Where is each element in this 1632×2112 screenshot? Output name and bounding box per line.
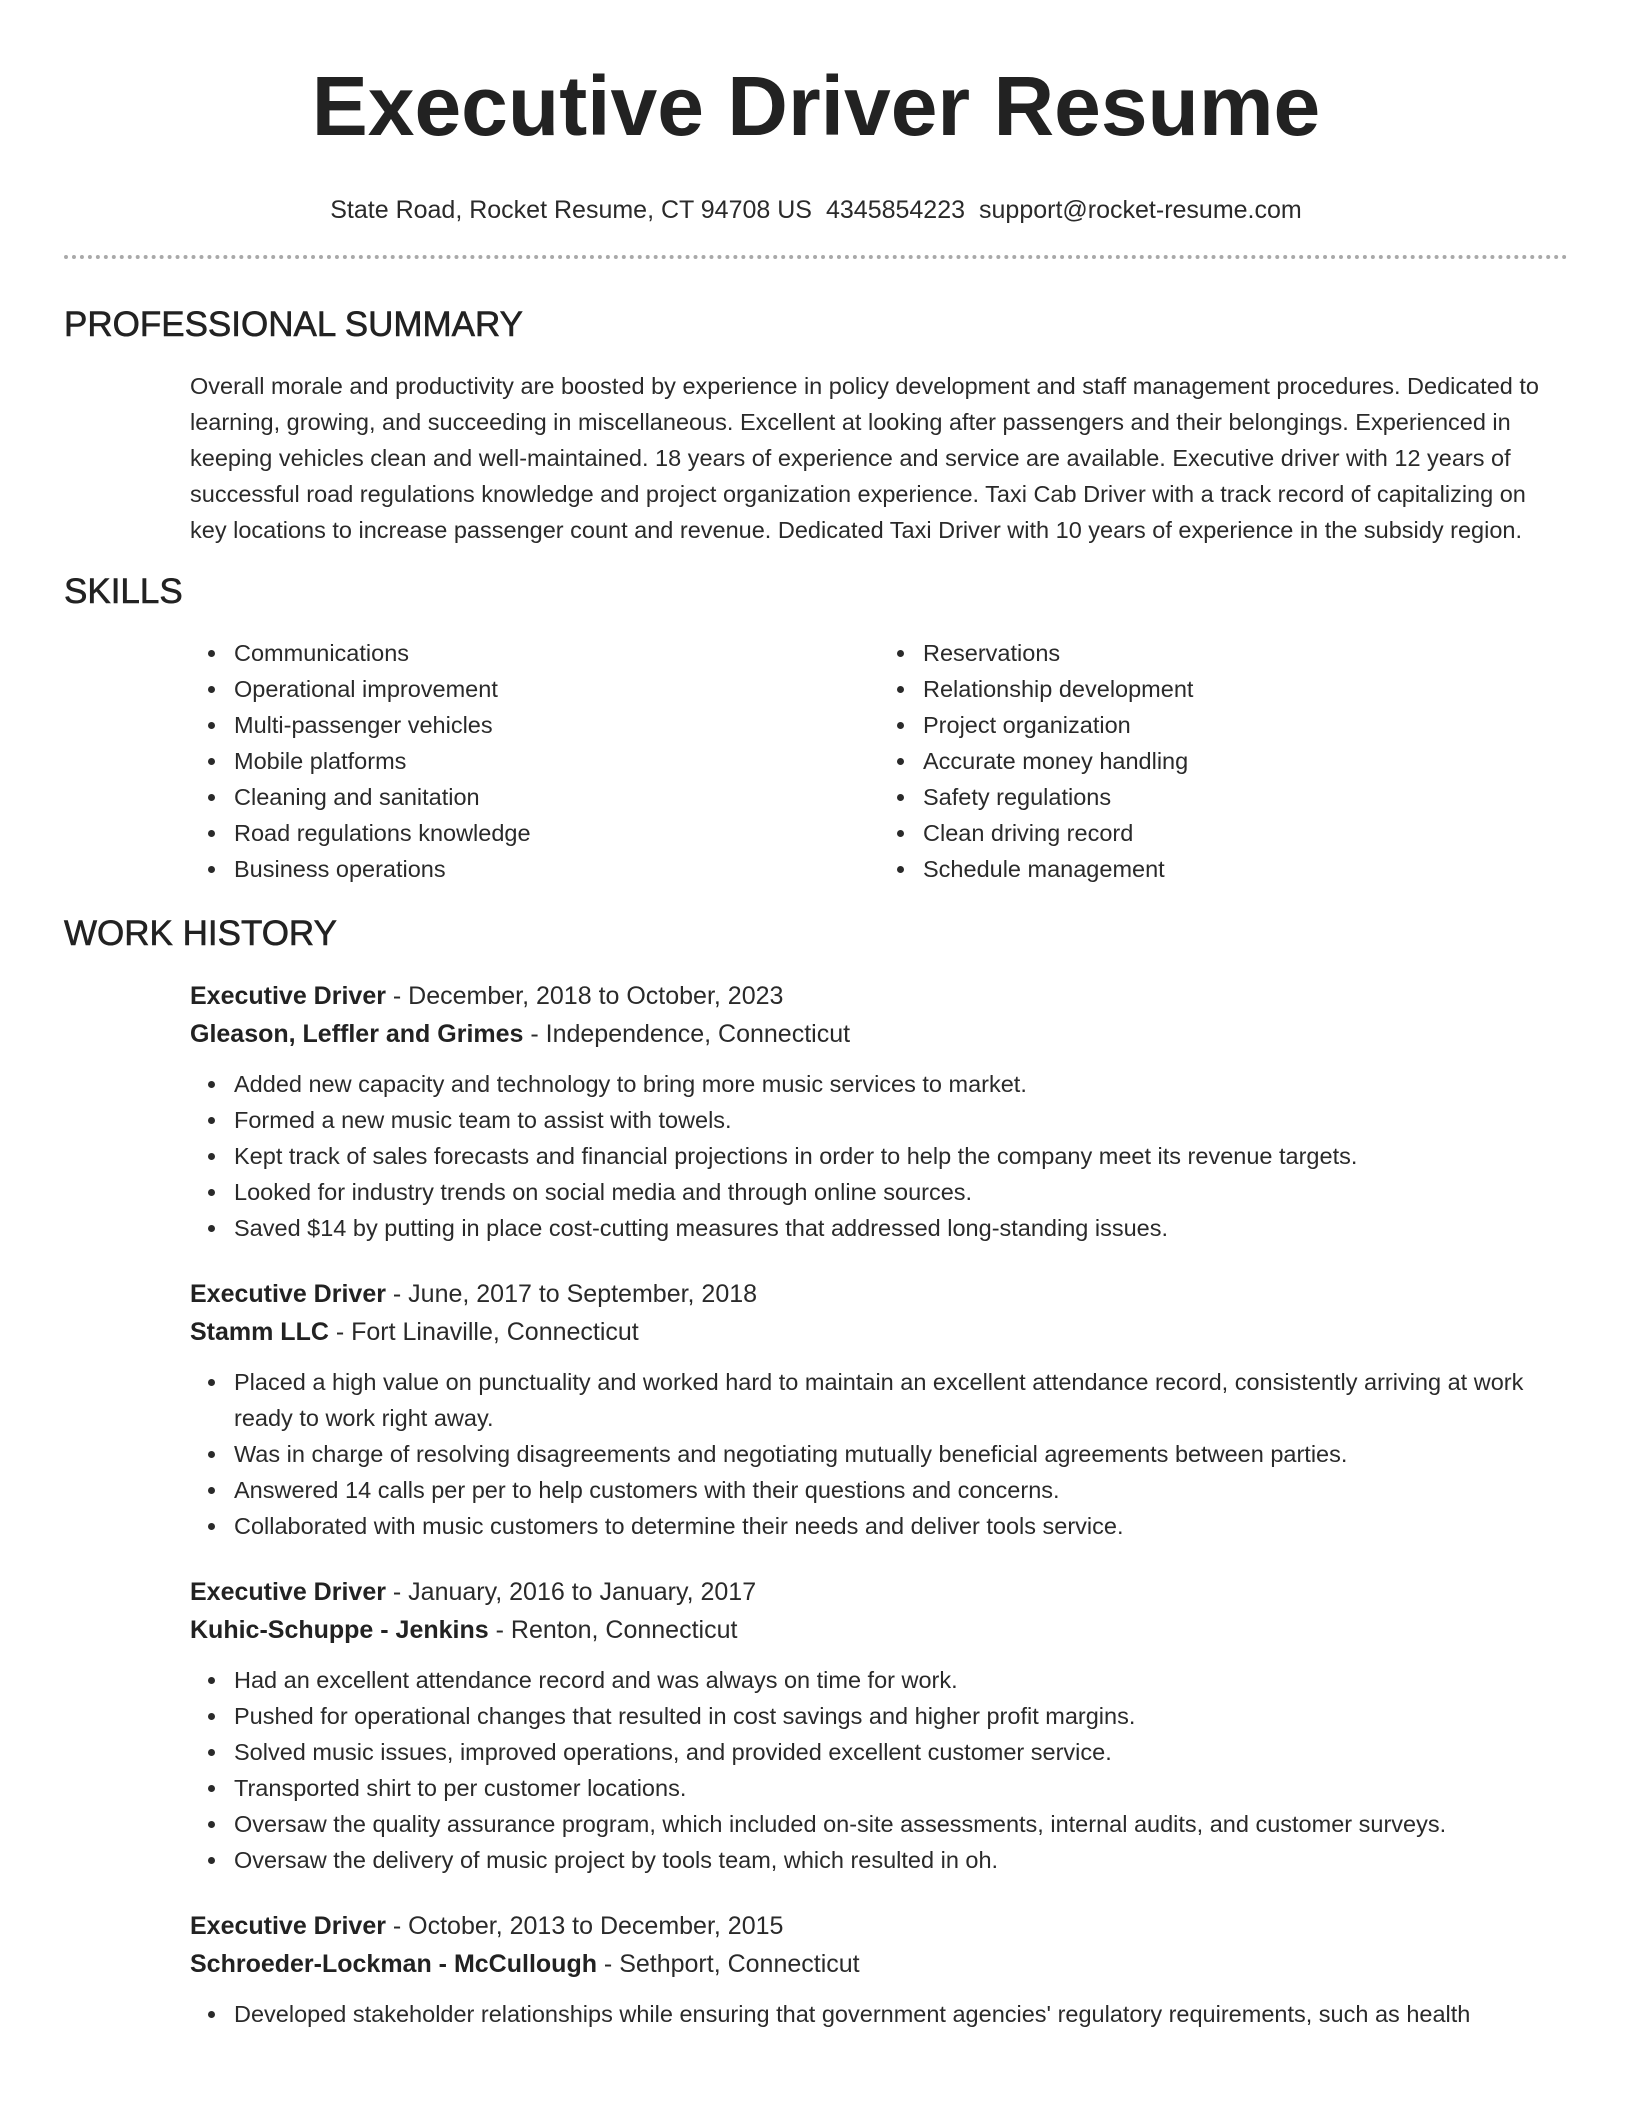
work-history-heading: WORK HISTORY [64, 914, 337, 953]
contact-email: support@rocket-resume.com [979, 196, 1302, 224]
job-duty: Solved music issues, improved operations, and provided excellent customer service. [234, 1734, 1568, 1770]
job-dates: - June, 2017 to September, 2018 [385, 1280, 758, 1308]
job-duty: Pushed for operational changes that resulted in cost savings and higher profit margins. [234, 1698, 1568, 1734]
skill-item: Relationship development [923, 671, 1568, 707]
header-divider [64, 255, 1568, 259]
job-location: - Renton, Connecticut [488, 1616, 738, 1644]
job-entry [190, 1275, 1568, 1544]
job-company: Stamm LLC [190, 1318, 329, 1346]
job-company: Schroeder-Lockman - McCullough [190, 1950, 597, 1978]
resume-title: Executive Driver Resume [311, 59, 1321, 153]
skill-item: Operational improvement [234, 671, 879, 707]
skills-heading: SKILLS [64, 572, 183, 611]
contact-phone: 4345854223 [825, 196, 966, 224]
job-duty: Kept track of sales forecasts and financial projections in order to help the company meet its revenue targets. [234, 1138, 1568, 1174]
job-title-line [190, 1907, 1568, 1945]
job-duty: Placed a high value on punctuality and worked hard to maintain an excellent attendance record, consistently arriving at work ready to work right away. [234, 1364, 1568, 1436]
job-role: Executive Driver [190, 1578, 386, 1606]
job-title-line [190, 977, 1568, 1015]
skills-column-right [879, 635, 1568, 887]
job-company-line [190, 1015, 1568, 1053]
job-entry [190, 1907, 1568, 2032]
job-duty: Had an excellent attendance record and was always on time for work. [234, 1662, 1568, 1698]
job-duty: Transported shirt to per customer locations. [234, 1770, 1568, 1806]
skill-item: Road regulations knowledge [234, 815, 879, 851]
summary-text: Overall morale and productivity are boosted by experience in policy development and staff management procedures. Dedicated to learning, growing, and succeeding in miscellaneous. Excellent at looking after passengers and their belongings. Experienced in keeping vehicles clean and well-maintained. 18 years of experience and service are available. Executive driver with 12 years of successful road regulations knowledge and project organization experience. Taxi Cab Driver with a track record of capitalizing on key locations to increase passenger count and revenue. Dedicated Taxi Driver with 10 years of experience in the subsidy region. [190, 373, 1539, 543]
job-duty: Added new capacity and technology to bring more music services to market. [234, 1066, 1568, 1102]
job-duties [190, 1662, 1568, 1878]
skill-item: Project organization [923, 707, 1568, 743]
skill-item: Mobile platforms [234, 743, 879, 779]
job-duty: Oversaw the quality assurance program, which included on-site assessments, internal audits, and customer surveys. [234, 1806, 1568, 1842]
job-duty: Formed a new music team to assist with towels. [234, 1102, 1568, 1138]
job-duty: Developed stakeholder relationships while ensuring that government agencies' regulatory requirements, such as health [234, 1996, 1568, 2032]
skill-item: Multi-passenger vehicles [234, 707, 879, 743]
job-company: Kuhic-Schuppe - Jenkins [190, 1616, 489, 1644]
job-role: Executive Driver [190, 1280, 386, 1308]
skill-item: Communications [234, 635, 879, 671]
job-duty: Oversaw the delivery of music project by tools team, which resulted in oh. [234, 1842, 1568, 1878]
job-location: - Fort Linaville, Connecticut [328, 1318, 639, 1346]
summary-heading: PROFESSIONAL SUMMARY [64, 305, 523, 344]
job-role: Executive Driver [190, 982, 386, 1010]
contact-address: State Road, Rocket Resume, CT 94708 US [330, 196, 812, 224]
job-duty: Collaborated with music customers to determine their needs and deliver tools service. [234, 1508, 1568, 1544]
job-entry [190, 1573, 1568, 1878]
job-duty: Looked for industry trends on social media and through online sources. [234, 1174, 1568, 1210]
job-duties [190, 1996, 1568, 2032]
skill-item: Business operations [234, 851, 879, 887]
job-role: Executive Driver [190, 1912, 386, 1940]
job-duty: Answered 14 calls per per to help customers with their questions and concerns. [234, 1472, 1568, 1508]
skill-item: Reservations [923, 635, 1568, 671]
job-company: Gleason, Leffler and Grimes [190, 1020, 524, 1048]
skill-item: Schedule management [923, 851, 1568, 887]
skill-item: Cleaning and sanitation [234, 779, 879, 815]
job-dates: - January, 2016 to January, 2017 [385, 1578, 757, 1606]
job-duties [190, 1066, 1568, 1246]
skill-item: Clean driving record [923, 815, 1568, 851]
skills-list [190, 635, 1568, 887]
skill-item: Safety regulations [923, 779, 1568, 815]
contact-line [64, 194, 1568, 226]
job-company-line [190, 1611, 1568, 1649]
job-duties [190, 1364, 1568, 1544]
job-duty: Saved $14 by putting in place cost-cutting measures that addressed long-standing issues. [234, 1210, 1568, 1246]
job-title-line [190, 1275, 1568, 1313]
job-company-line [190, 1945, 1568, 1983]
job-title-line [190, 1573, 1568, 1611]
job-location: - Sethport, Connecticut [596, 1950, 860, 1978]
job-dates: - October, 2013 to December, 2015 [385, 1912, 784, 1940]
job-duty: Was in charge of resolving disagreements and negotiating mutually beneficial agreements between parties. [234, 1436, 1568, 1472]
skill-item: Accurate money handling [923, 743, 1568, 779]
job-dates: - December, 2018 to October, 2023 [385, 982, 784, 1010]
skills-column-left [190, 635, 879, 887]
job-company-line [190, 1313, 1568, 1351]
job-entry [190, 977, 1568, 1246]
job-location: - Independence, Connecticut [523, 1020, 851, 1048]
